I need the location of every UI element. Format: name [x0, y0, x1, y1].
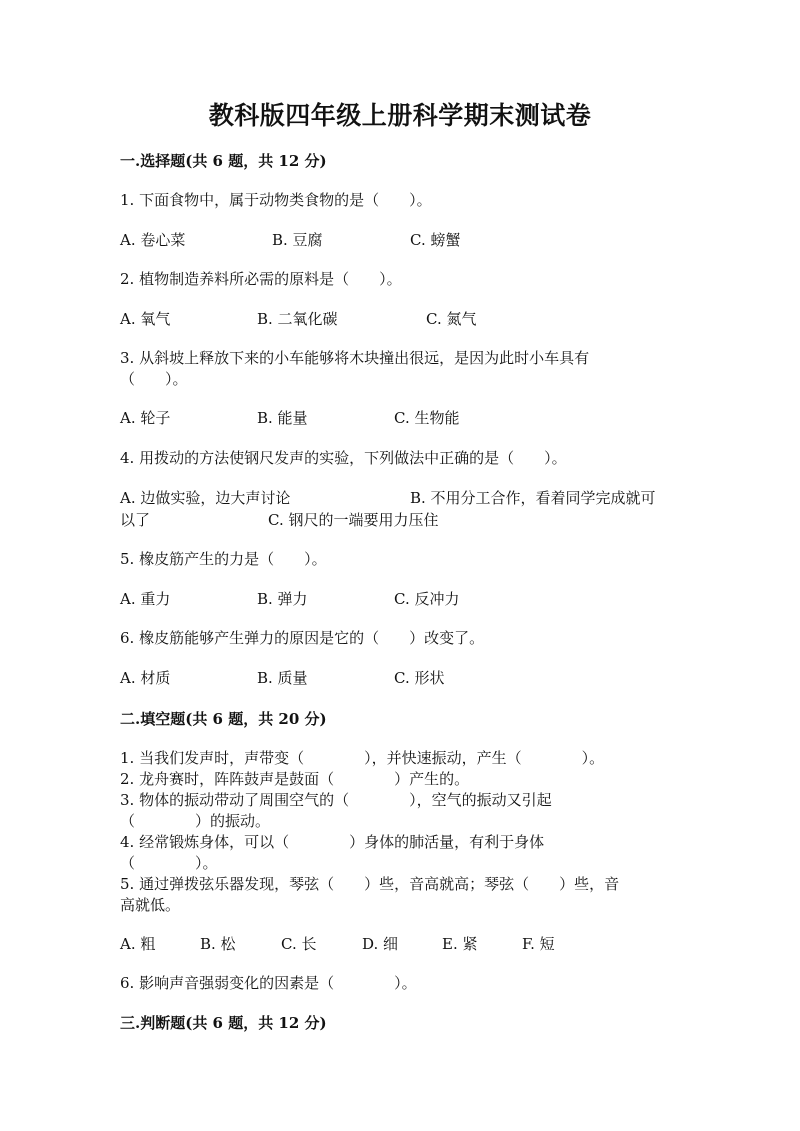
question-4-option-b-cont: 以了 [120, 511, 151, 529]
fill-option-a: A. 粗 [120, 935, 156, 953]
question-5-option-b: B. 弹力 [257, 590, 308, 608]
question-2-option-b: B. 二氧化碳 [257, 310, 338, 328]
fill-option-d: D. 细 [362, 935, 399, 953]
question-4-option-b: B. 不用分工合作，看着同学完成就可 [410, 489, 656, 507]
question-5-option-c: C. 反冲力 [394, 590, 460, 608]
section-heading-fill: 二.填空题(共 6 题，共 20 分) [120, 710, 327, 728]
question-1-option-a: A. 卷心菜 [120, 231, 186, 249]
question-2-option-a: A. 氧气 [120, 310, 171, 328]
fill-line: 3. 物体的振动带动了周围空气的（ ），空气的振动又引起 [120, 791, 552, 809]
section-heading-judge: 三.判断题(共 6 题，共 12 分) [120, 1014, 327, 1032]
fill-line: 1. 当我们发声时，声带变（ ），并快速振动，产生（ ）。 [120, 749, 605, 767]
fill-option-e: E. 紧 [442, 935, 478, 953]
question-3-text-line1: 3. 从斜坡上释放下来的小车能够将木块撞出很远，是因为此时小车具有 [120, 349, 590, 367]
question-6-option-b: B. 质量 [257, 669, 308, 687]
question-4-option-c: C. 钢尺的一端要用力压住 [268, 511, 439, 529]
question-5-option-a: A. 重力 [120, 590, 171, 608]
question-6-option-a: A. 材质 [120, 669, 171, 687]
question-3-option-a: A. 轮子 [120, 409, 171, 427]
question-6-text: 6. 橡皮筋能够产生弹力的原因是它的（ ）改变了。 [120, 629, 485, 647]
fill-line: 4. 经常锻炼身体，可以（ ）身体的肺活量，有利于身体 [120, 833, 545, 851]
page-title: 教科版四年级上册科学期末测试卷 [208, 101, 592, 130]
question-1-option-c: C. 螃蟹 [410, 231, 461, 249]
fill-line: 2. 龙舟赛时，阵阵鼓声是鼓面（ ）产生的。 [120, 770, 470, 788]
question-2-text: 2. 植物制造养料所必需的原料是（ ）。 [120, 270, 402, 288]
question-3-text-line2: （ ）。 [120, 370, 188, 388]
question-4-option-a: A. 边做实验，边大声讨论 [120, 489, 291, 507]
question-1-text: 1. 下面食物中，属于动物类食物的是（ ）。 [120, 191, 432, 209]
fill-option-c: C. 长 [281, 935, 317, 953]
question-5-text: 5. 橡皮筋产生的力是（ ）。 [120, 550, 327, 568]
question-3-option-c: C. 生物能 [394, 409, 460, 427]
section-heading-choice: 一.选择题(共 6 题，共 12 分) [120, 152, 327, 170]
fill-question-6: 6. 影响声音强弱变化的因素是（ ）。 [120, 974, 417, 992]
question-3-option-b: B. 能量 [257, 409, 308, 427]
fill-option-f: F. 短 [522, 935, 555, 953]
question-2-option-c: C. 氮气 [426, 310, 477, 328]
question-1-option-b: B. 豆腐 [272, 231, 323, 249]
fill-line: （ ）。 [120, 854, 218, 872]
fill-line: （ ）的振动。 [120, 812, 271, 830]
question-4-text: 4. 用拨动的方法使钢尺发声的实验，下列做法中正确的是（ ）。 [120, 449, 567, 467]
fill-line: 5. 通过弹拨弦乐器发现，琴弦（ ）些，音高就高；琴弦（ ）些，音 [120, 875, 620, 893]
fill-option-b: B. 松 [200, 935, 236, 953]
fill-line: 高就低。 [120, 896, 181, 914]
question-6-option-c: C. 形状 [394, 669, 445, 687]
